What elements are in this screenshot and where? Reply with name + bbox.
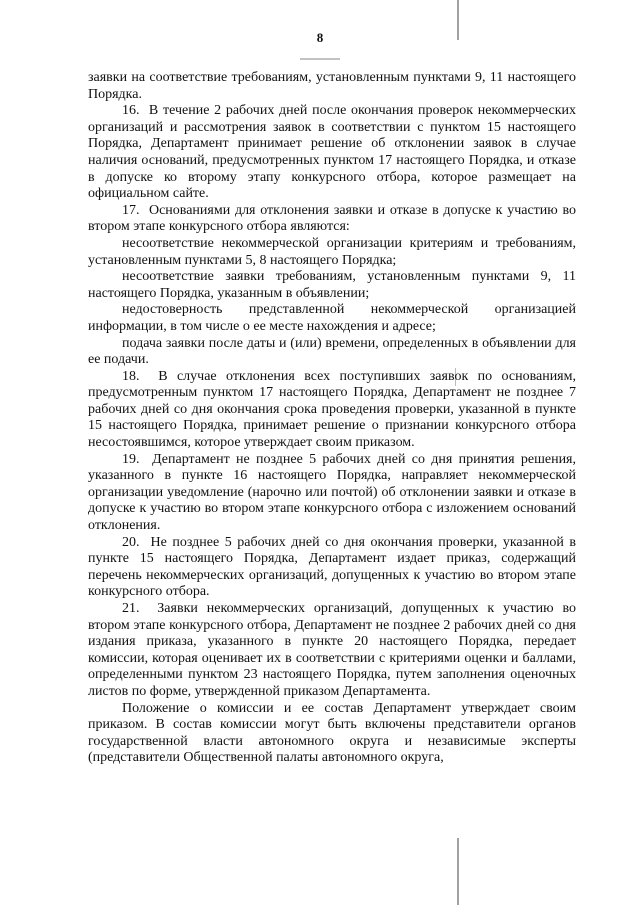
paragraph: подача заявки после даты и (или) времени, определенных в объявлении для ее подачи.: [88, 335, 576, 368]
paragraph: 16. В течение 2 рабочих дней после окончания проверок некоммерческих организаций и рассмотрения заявок в соответствии с пунктом 15 настоящего Порядка, Департамент принимает решение об отклонении заявок в случае наличия оснований, предусмотренных пунктом 17 настоящего Порядка, и отказе в допуске ко второму этапу конкурсного отбора, которое размещает на официальном сайте.: [88, 103, 576, 202]
paragraph: 17. Основаниями для отклонения заявки и отказе в допуске к участию во втором этапе конкурсного отбора являются:: [88, 202, 576, 235]
paragraph: заявки на соответствие требованиям, установленным пунктами 9, 11 настоящего Порядка.: [88, 70, 576, 102]
page-number: 8: [316, 30, 324, 45]
document-body: [88, 70, 576, 767]
scan-smudge: [300, 58, 340, 60]
paragraph: недостоверность представленной некоммерческой организацией информации, в том числе о ее месте нахождения и адресе;: [88, 302, 576, 334]
paragraph: несоответствие некоммерческой организации критериям и требованиям, установленным пунктами 5, 8 настоящего Порядка;: [88, 235, 576, 268]
paragraph: несоответствие заявки требованиям, установленным пунктами 9, 11 настоящего Порядка, указанным в объявлении;: [88, 269, 576, 301]
paragraph: Положение о комиссии и ее состав Департамент утверждает своим приказом. В состав комиссии могут быть включены представители органов государственной власти автономного округа и независимые эксперты (представители Общественной палаты автономного округа,: [88, 700, 576, 766]
paragraph: 18. В случае отклонения всех поступивших заявок по основаниям, предусмотренным пунктом 17 настоящего Порядка, Департамент не позднее 7 рабочих дней со дня окончания срока проведения проверки, указанной в пункте 15 настоящего Порядка, принимает решение о признании конкурсного отбора несостоявшимся, которое утверждает своим приказом.: [88, 368, 576, 451]
paragraph: 21. Заявки некоммерческих организаций, допущенных к участию во втором этапе конкурсного отбора, Департамент не позднее 2 рабочих дней со дня издания приказа, указанного в пункте 20 настоящего Порядка, передает комиссии, которая оценивает их в соответствии с критериями оценки и баллами, определенными пунктом 23 настоящего Порядка, путем заполнения оценочных листов по форме, утвержденной приказом Департамента.: [88, 601, 576, 699]
paragraph: 20. Не позднее 5 рабочих дней со дня окончания проверки, указанной в пункте 15 настоящего Порядка, Департамент издает приказ, содержащий перечень некоммерческих организаций, допущенных к участию во втором этапе конкурсного отбора.: [88, 534, 576, 600]
paragraph: 19. Департамент не позднее 5 рабочих дней со дня принятия решения, указанного в пункте 16 настоящего Порядка, направляет некоммерческой организации уведомление (нарочно или почтой) об отклонении заявки и отказе в допуске к участию во втором этапе конкурсного отбора с изложением оснований отклонения.: [88, 451, 576, 534]
scan-binding-mark-bottom: [457, 838, 459, 905]
